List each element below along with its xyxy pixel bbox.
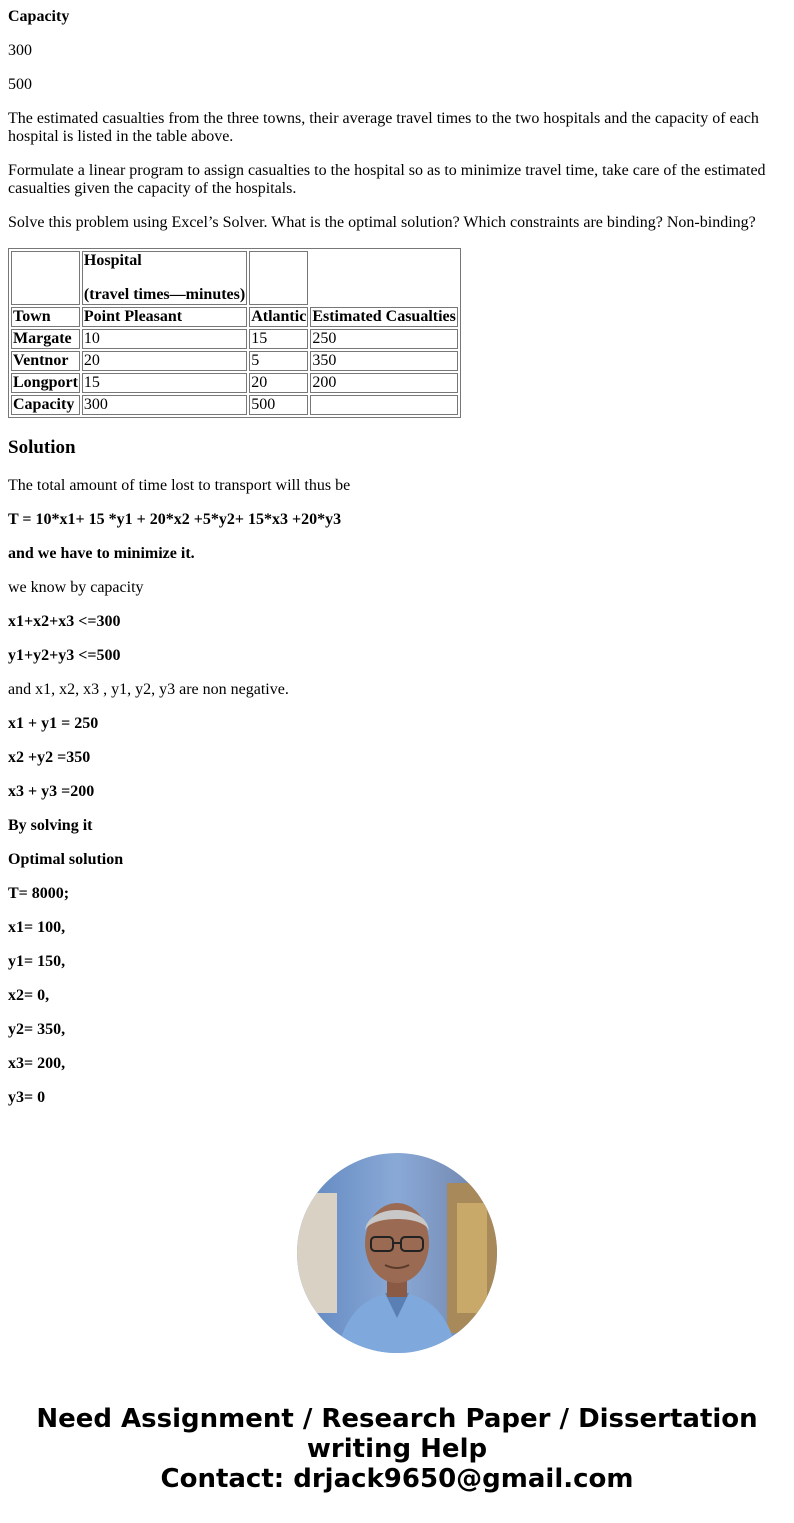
table-cell-empty — [11, 251, 80, 305]
solution-line: y1= 150, — [8, 953, 66, 970]
cta-banner — [0, 1404, 794, 1494]
table-cell: 10 — [82, 329, 247, 349]
row-label: Ventnor — [11, 351, 80, 371]
table-cell: 20 — [249, 373, 308, 393]
cta-contact: Contact: drjack9650@gmail.com — [160, 1464, 634, 1494]
solution-line: y3= 0 — [8, 1089, 46, 1106]
solution-line: The total amount of time lost to transport will thus be — [8, 477, 351, 494]
solution-line: x1= 100, — [8, 919, 66, 936]
capacity-value-2: 500 — [8, 76, 32, 93]
table-cell: 250 — [310, 329, 458, 349]
table-column-row — [11, 307, 458, 327]
solution-line: x1+x2+x3 <=300 — [8, 613, 121, 630]
solution-line: x2 +y2 =350 — [8, 749, 91, 766]
table-row — [11, 351, 458, 371]
capacity-label: Capacity — [8, 8, 70, 25]
solution-line: y1+y2+y3 <=500 — [8, 647, 121, 664]
column-header: Atlantic — [251, 308, 307, 325]
solution-line: Optimal solution — [8, 851, 124, 868]
table-cell: 5 — [249, 351, 308, 371]
solution-line: x3= 200, — [8, 1055, 66, 1072]
table-row — [11, 329, 458, 349]
row-label: Margate — [11, 329, 80, 349]
solution-line: By solving it — [8, 817, 93, 834]
intro-paragraph-2: Formulate a linear program to assign casualties to the hospital so as to minimize travel time, take care of the estimated casualties given the capacity of the hospitals. — [8, 162, 766, 197]
intro-paragraph-3: Solve this problem using Excel’s Solver. What is the optimal solution? Which constraints are binding? Non-binding? — [8, 214, 756, 231]
solution-line: and we have to minimize it. — [8, 545, 195, 562]
travel-times-table — [8, 248, 461, 418]
solution-line: x1 + y1 = 250 — [8, 715, 99, 732]
table-cell-empty — [249, 251, 308, 305]
row-label: Longport — [13, 374, 78, 391]
table-cell: 15 — [249, 329, 308, 349]
table-cell: 500 — [249, 395, 308, 415]
solution-line: and x1, x2, x3 , y1, y2, y3 are non negative. — [8, 681, 289, 698]
solution-line: T= 8000; — [8, 885, 70, 902]
hospital-subheader: (travel times—minutes) — [83, 286, 246, 303]
table-cell: 200 — [310, 373, 458, 393]
column-header: Town — [11, 307, 80, 327]
intro-paragraph-1: The estimated casualties from the three towns, their average travel times to the two hospitals and the capacity of each hospital is listed in the table above. — [8, 110, 759, 145]
person-photo-icon — [297, 1153, 497, 1353]
column-header: Point Pleasant — [82, 307, 247, 327]
author-avatar — [297, 1153, 497, 1353]
solution-line: y2= 350, — [8, 1021, 66, 1038]
table-cell — [310, 395, 458, 415]
hospital-header-cell — [82, 251, 247, 305]
solution-line: x2= 0, — [8, 987, 50, 1004]
table-cell: 300 — [82, 395, 247, 415]
row-label: Capacity — [11, 395, 80, 415]
solution-heading: Solution — [8, 437, 76, 458]
capacity-value-1: 300 — [8, 42, 32, 59]
hospital-header: Hospital — [83, 252, 142, 269]
solution-line: x3 + y3 =200 — [8, 783, 95, 800]
table-row — [11, 395, 458, 415]
solution-line: we know by capacity — [8, 579, 144, 596]
table-cell: 20 — [82, 351, 247, 371]
cta-line-1: Need Assignment / Research Paper / Dissertation writing Help — [36, 1404, 758, 1464]
column-header: Estimated Casualties — [312, 308, 456, 325]
table-header-row — [11, 251, 458, 305]
table-cell: 350 — [310, 351, 458, 371]
table-cell: 15 — [82, 373, 247, 393]
solution-line: T = 10*x1+ 15 *y1 + 20*x2 +5*y2+ 15*x3 +20*y3 — [8, 511, 342, 528]
table-row — [11, 373, 458, 393]
